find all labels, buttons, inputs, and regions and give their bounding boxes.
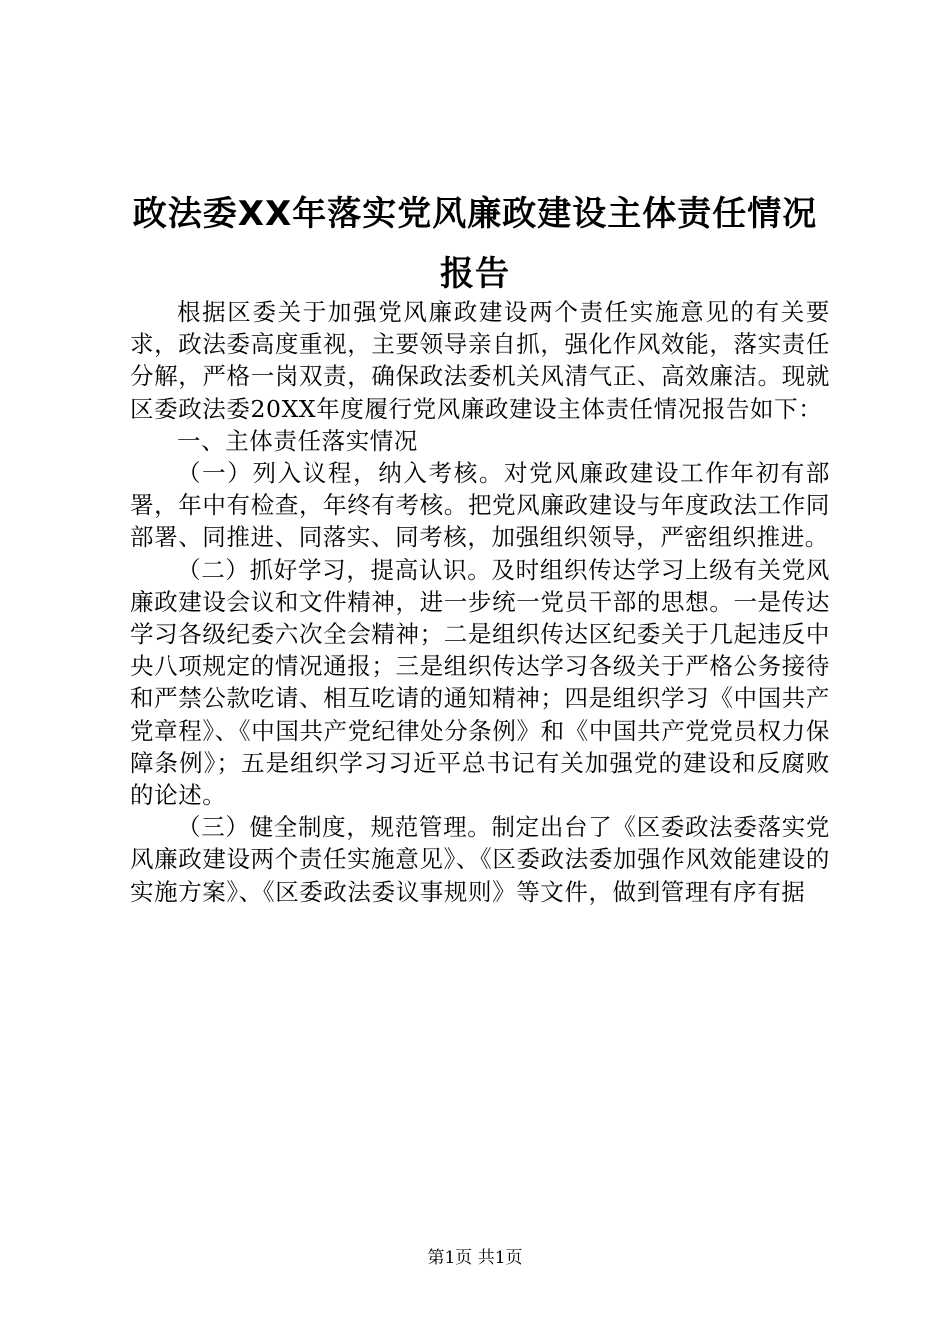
- paragraph-item-2: （二）抓好学习，提高认识。及时组织传达学习上级有关党风廉政建设会议和文件精神，进一步统一党员干部的思想。一是传达学习各级纪委六次全会精神；二是组织传达区纪委关于几起违反中央八项规定的情况通报；三是组织传达学习各级关于严格公务接待和严禁公款吃请、相互吃请的通知精神；四是组织学习《中国共产党章程》、《中国共产党纪律处分条例》和《中国共产党党员权力保障条例》；五是组织学习习近平总书记有关加强党的建设和反腐败的论述。: [130, 555, 830, 810]
- paragraph-item-3: （三）健全制度，规范管理。制定出台了《区委政法委落实党风廉政建设两个责任实施意见》、《区委政法委加强作风效能建设的实施方案》、《区委政法委议事规则》等文件，做到管理有序有据: [130, 813, 830, 906]
- paragraph-item-1: （一）列入议程，纳入考核。对党风廉政建设工作年初有部署，年中有检查，年终有考核。把党风廉政建设与年度政法工作同部署、同推进、同落实、同考核，加强组织领导，严密组织推进。: [130, 459, 830, 552]
- document-title-line-1: 政法委XX年落实党风廉政建设主体责任情况: [132, 194, 818, 234]
- section-heading-1: 一、主体责任落实情况: [177, 426, 418, 455]
- page-footer: 第1页 共1页: [427, 1248, 523, 1268]
- document-body: [130, 296, 830, 908]
- paragraph-intro: 根据区委关于加强党风廉政建设两个责任实施意见的有关要求，政法委高度重视，主要领导亲自抓，强化作风效能，落实责任分解，严格一岗双责，确保政法委机关风清气正、高效廉洁。现就区委政法委20XX年度履行党风廉政建设主体责任情况报告如下：: [130, 298, 830, 423]
- document-title-line-2: 报告: [440, 254, 510, 294]
